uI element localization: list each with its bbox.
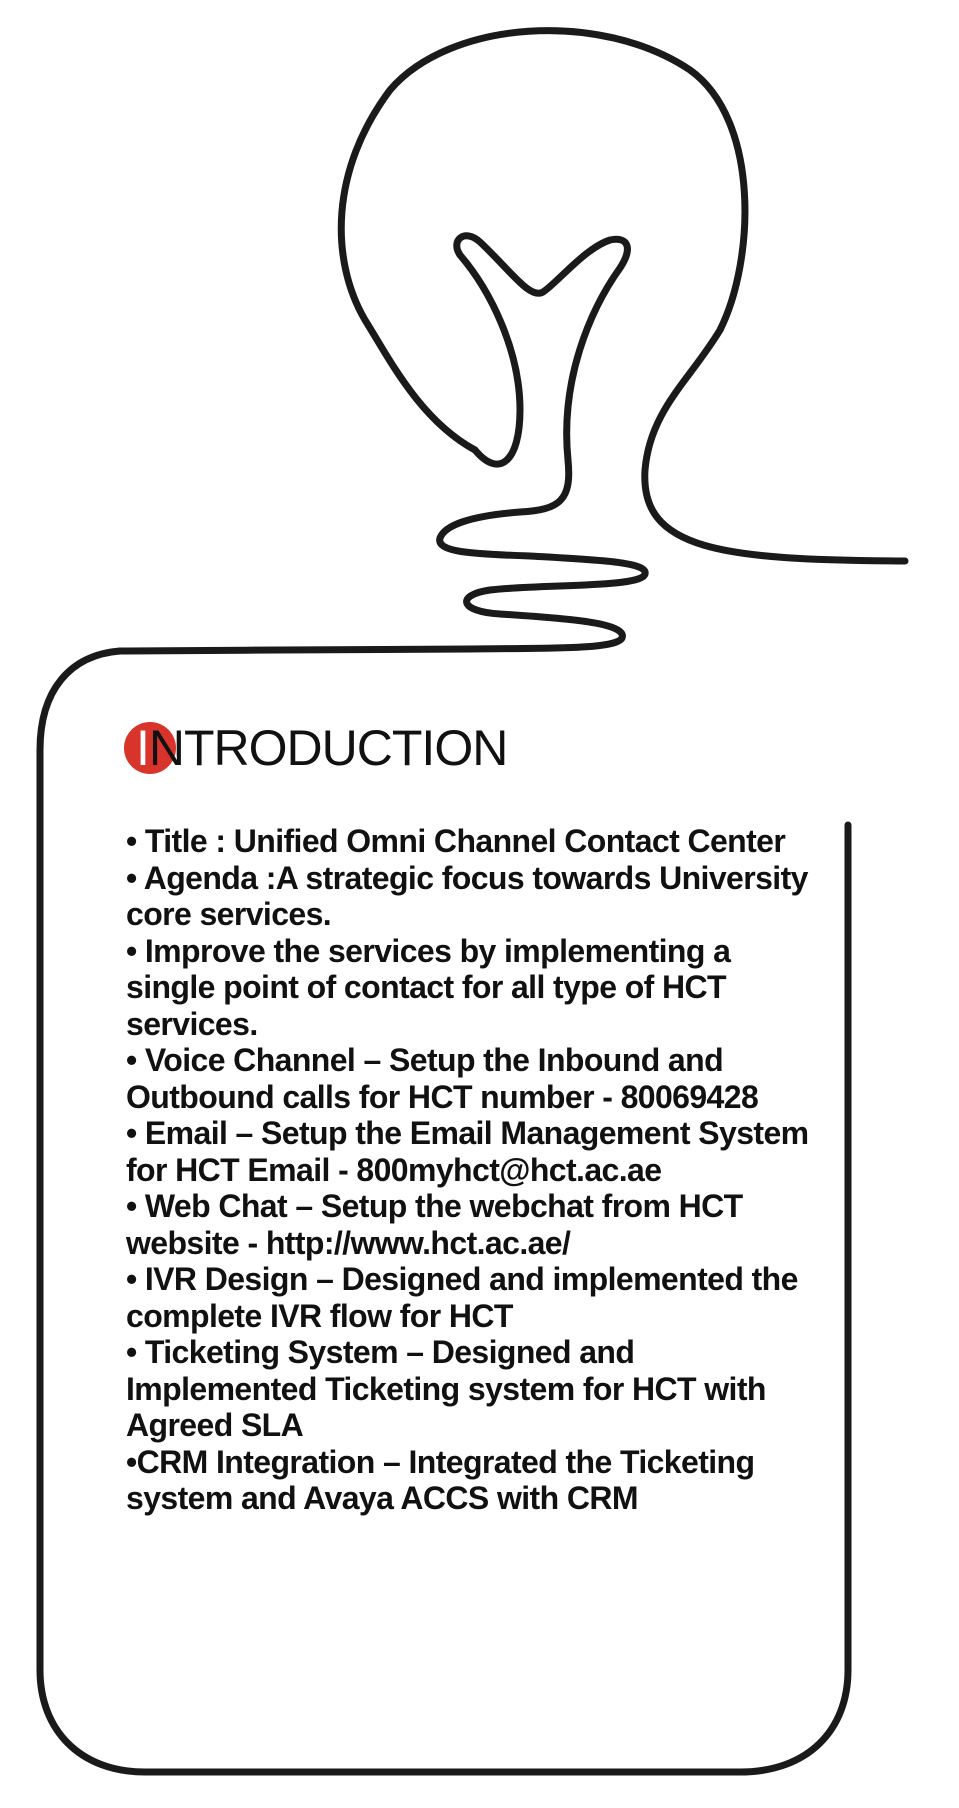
bullet-agenda: • Agenda :A strategic focus towards University core services. [126,859,808,932]
bulb-glass-outline [341,31,905,561]
bullet-voice-channel: • Voice Channel – Setup the Inbound and Outbound calls for HCT number - 80069428 [126,1042,759,1115]
bullet-web-chat: • Web Chat – Setup the webchat from HCT website - http://www.hct.ac.ae/ [126,1188,743,1261]
bullet-email: • Email – Setup the Email Management System for HCT Email - 800myhct@hct.ac.ae [126,1115,809,1188]
bullet-list [126,823,826,1517]
bullet-crm-integration: •CRM Integration – Integrated the Ticketing system and Avaya ACCS with CRM [126,1443,755,1516]
page-title-first-letter: I [136,720,149,776]
bulb-screw-base [120,512,645,651]
bullet-ivr-design: • IVR Design – Designed and implemented the complete IVR flow for HCT [126,1261,798,1334]
bullet-improve-services: • Improve the services by implementing a single point of contact for all type of HCT services. [126,932,731,1042]
bullet-ticketing-system: • Ticketing System – Designed and Implemented Ticketing system for HCT with Agreed SLA [126,1334,766,1443]
bulb-filament [457,236,628,512]
page-title [124,716,507,780]
bullet-title: • Title : Unified Omni Channel Contact Center [126,823,786,859]
page-title-rest: NTRODUCTION [148,720,508,776]
